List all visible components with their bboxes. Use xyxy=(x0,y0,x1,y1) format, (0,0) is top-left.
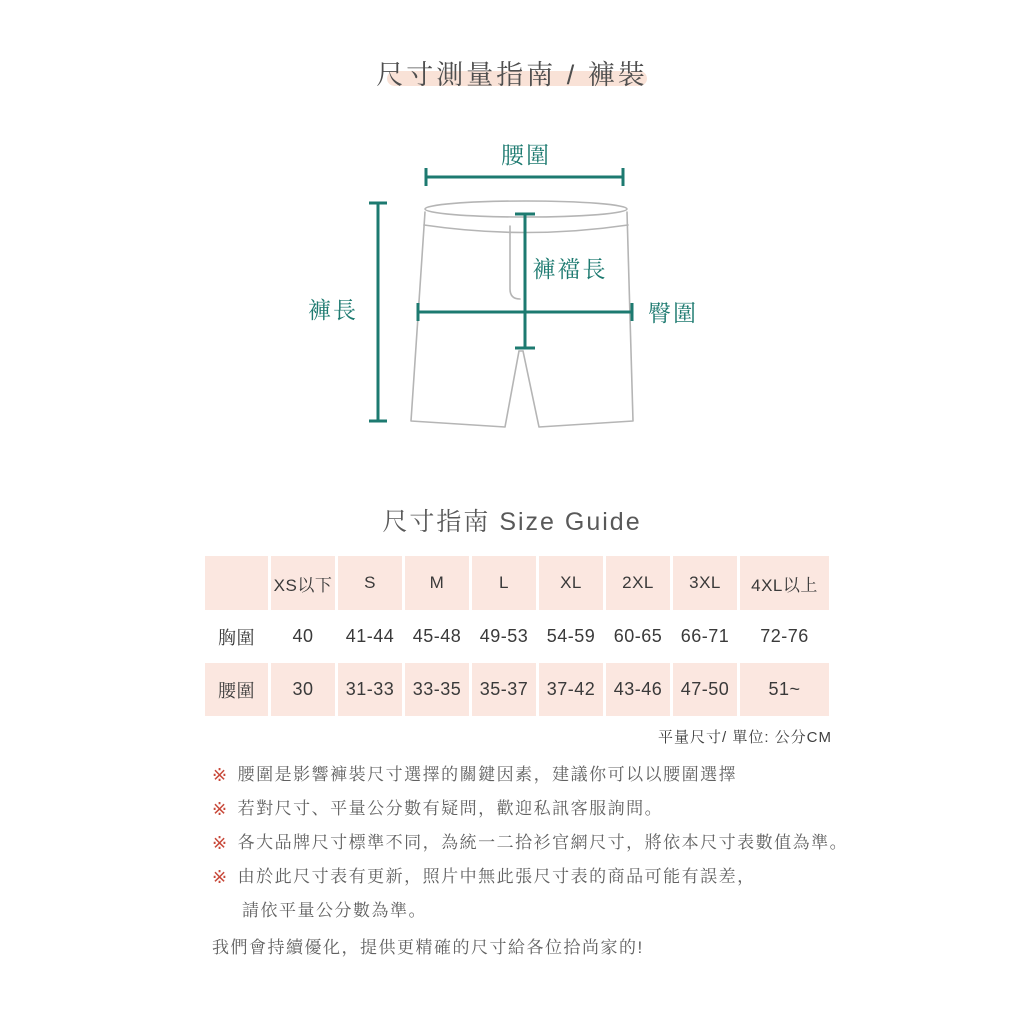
row-label: 胸圍 xyxy=(205,610,268,663)
note-continuation: 請依平量公分數為準。 xyxy=(242,901,427,920)
crotch-label: 褲襠長 xyxy=(532,256,608,282)
note-marker: ※ xyxy=(212,833,229,853)
size-table xyxy=(202,556,832,716)
pants-measurement-diagram xyxy=(290,125,730,455)
table-row-waist xyxy=(205,663,829,716)
cell: 41-44 xyxy=(338,610,402,663)
cell: 60-65 xyxy=(606,610,670,663)
note-item xyxy=(212,826,872,860)
col-header: XL xyxy=(539,556,603,610)
cell: 54-59 xyxy=(539,610,603,663)
table-footnote: 平量尺寸/ 單位: 公分CM xyxy=(658,729,832,746)
cell: 49-53 xyxy=(472,610,536,663)
corner-cell xyxy=(205,556,268,610)
cell: 72-76 xyxy=(740,610,829,663)
hip-label: 臀圍 xyxy=(648,300,698,326)
size-guide-title: 尺寸指南 Size Guide xyxy=(382,508,642,536)
measurement-lines xyxy=(369,168,632,421)
length-label: 褲長 xyxy=(308,297,358,323)
cell: 43-46 xyxy=(606,663,670,716)
note-marker: ※ xyxy=(212,765,229,785)
note-text: 若對尺寸、平量公分數有疑問，歡迎私訊客服詢問。 xyxy=(237,799,664,818)
page-title: 尺寸測量指南 / 褲裝 xyxy=(376,60,648,90)
cell: 30 xyxy=(271,663,335,716)
cell: 66-71 xyxy=(673,610,737,663)
col-header: L xyxy=(472,556,536,610)
table-row-chest xyxy=(205,610,829,663)
fly-line xyxy=(510,226,520,299)
note-item xyxy=(212,860,872,894)
cell: 35-37 xyxy=(472,663,536,716)
table-header-row xyxy=(205,556,829,610)
note-item xyxy=(212,792,872,826)
cell: 47-50 xyxy=(673,663,737,716)
shorts-outline xyxy=(411,201,633,427)
cell: 31-33 xyxy=(338,663,402,716)
note-item xyxy=(212,758,872,792)
waist-label: 腰圍 xyxy=(501,142,551,168)
cell: 37-42 xyxy=(539,663,603,716)
col-header: S xyxy=(338,556,402,610)
closing-note: 我們會持續優化，提供更精確的尺寸給各位拾尚家的! xyxy=(212,938,644,957)
cell: 45-48 xyxy=(405,610,469,663)
waist-measure-line xyxy=(426,168,623,186)
col-header: XS以下 xyxy=(271,556,335,610)
notes-list xyxy=(212,758,872,965)
cell: 51~ xyxy=(740,663,829,716)
row-label: 腰圍 xyxy=(205,663,268,716)
note-text: 腰圍是影響褲裝尺寸選擇的關鍵因素，建議你可以以腰圍選擇 xyxy=(237,765,738,784)
note-marker: ※ xyxy=(212,867,229,887)
col-header: 2XL xyxy=(606,556,670,610)
col-header: M xyxy=(405,556,469,610)
cell: 33-35 xyxy=(405,663,469,716)
cell: 40 xyxy=(271,610,335,663)
col-header: 4XL以上 xyxy=(740,556,829,610)
note-text: 由於此尺寸表有更新，照片中無此張尺寸表的商品可能有誤差， xyxy=(237,867,756,886)
note-marker: ※ xyxy=(212,799,229,819)
length-measure-line xyxy=(369,203,387,421)
col-header: 3XL xyxy=(673,556,737,610)
note-text: 各大品牌尺寸標準不同，為統一二拾衫官網尺寸，將依本尺寸表數值為準。 xyxy=(237,833,849,852)
